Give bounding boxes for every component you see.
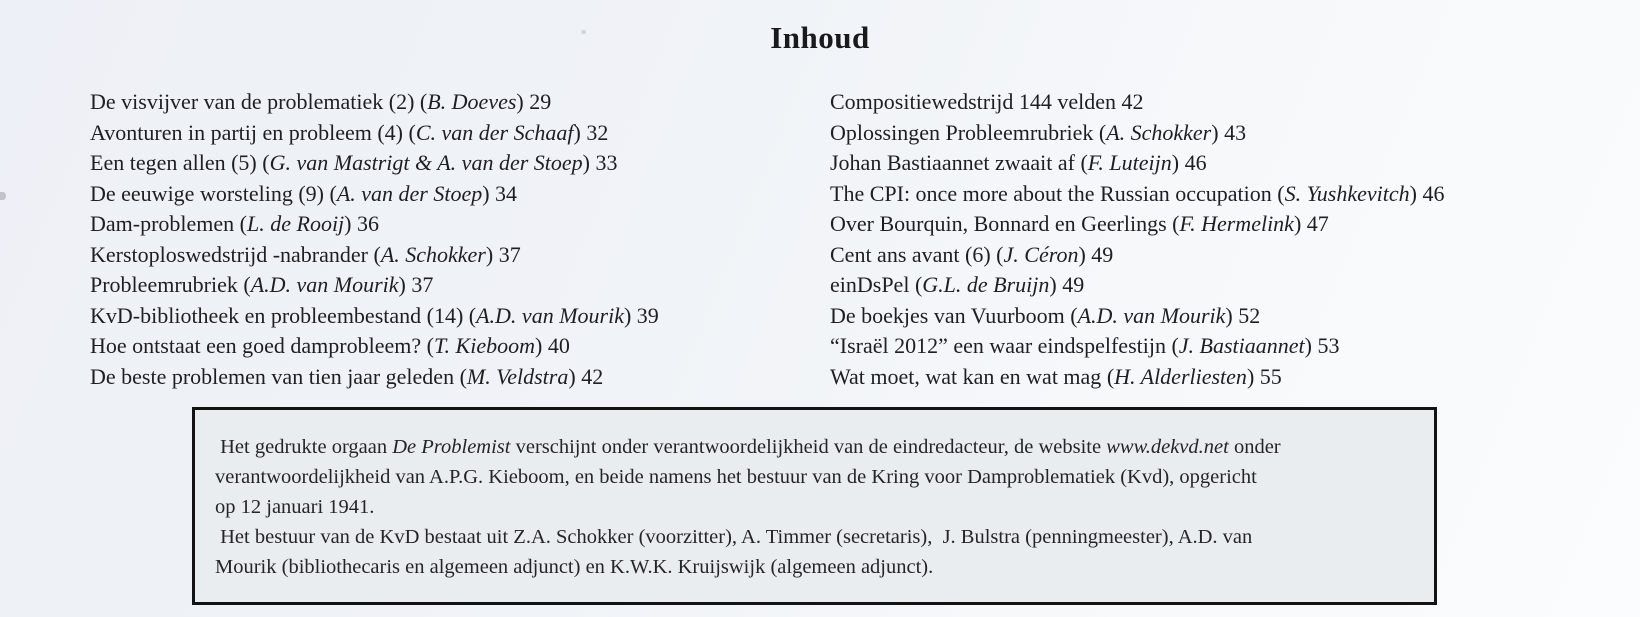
toc-entry-title: De eeuwige worsteling (9) <box>90 180 324 206</box>
notice-text-segment: op 12 januari 1941. <box>215 496 375 518</box>
toc-entry-title: De beste problemen van tien jaar geleden <box>90 363 455 389</box>
notice-line <box>215 522 1416 552</box>
notice-line <box>215 462 1416 492</box>
toc-entry-author: C. van der Schaaf <box>415 119 574 145</box>
toc-entry: Over Bourquin, Bonnard en Geerlings (F. Hermelink) 47 <box>830 211 1329 236</box>
toc-entry: Cent ans avant (6) (J. Céron) 49 <box>830 241 1114 267</box>
toc-entry-title: Hoe ontstaat een goed damprobleem? <box>90 333 422 358</box>
toc-entry-title: KvD-bibliotheek en probleembestand (14) <box>90 302 464 328</box>
toc-entry: Probleemrubriek (A.D. van Mourik) 37 <box>90 272 434 297</box>
toc-entry: De visvijver van de problematiek (2) (B. Doeves) 29 <box>90 89 552 114</box>
notice-line <box>215 492 1416 522</box>
toc-entry-title: einDsPel <box>830 272 910 297</box>
toc-entry-author: A. van der Stoep <box>336 180 483 206</box>
page-title: Inhoud <box>770 20 870 55</box>
toc-entry: Avonturen in partij en probleem (4) (C. van der Schaaf) 32 <box>90 119 609 145</box>
toc-entry-title: Probleemrubriek <box>90 272 238 297</box>
notice-italic-segment: www.dekvd.net <box>1106 436 1229 458</box>
toc-entry: “Israël 2012” een waar eindspelfestijn (J. Bastiaannet) 53 <box>830 333 1340 358</box>
toc-entry: Dam-problemen (L. de Rooij) 36 <box>90 211 379 236</box>
toc-entry-title: Cent ans avant (6) <box>830 241 991 267</box>
toc-entry-title: Compositiewedstrijd 144 velden <box>830 89 1116 114</box>
toc-entry-author: G. van Mastrigt & A. van der Stoep <box>269 150 583 175</box>
toc-entry-page-number: 52 <box>1238 302 1261 328</box>
toc-entry-title: De visvijver van de problematiek (2) <box>90 89 415 114</box>
toc-entry: Kerstoploswedstrijd -nabrander (A. Schokker) 37 <box>90 241 521 267</box>
toc-entry-page-number: 36 <box>357 211 379 236</box>
toc-entry-page-number: 55 <box>1259 363 1282 389</box>
toc-entry-author: M. Veldstra <box>466 363 569 389</box>
toc-entry-page-number: 46 <box>1184 150 1207 175</box>
toc-entry: KvD-bibliotheek en probleembestand (14) (A.D. van Mourik) 39 <box>90 302 659 328</box>
toc-entry-page-number: 34 <box>495 180 518 206</box>
toc-entry-author: A.D. van Mourik <box>1077 302 1226 328</box>
toc-entry-page-number: 49 <box>1062 272 1085 297</box>
toc-entry-page-number: 37 <box>498 241 521 267</box>
toc-entry-author: B. Doeves <box>427 89 517 114</box>
toc-entry-page-number: 37 <box>411 272 434 297</box>
scan-edge-smudge <box>0 192 6 200</box>
toc-entry-page-number: 47 <box>1306 211 1329 236</box>
toc-column-right <box>830 87 1444 392</box>
notice-italic-segment: De Problemist <box>392 436 511 458</box>
toc-entry-author: J. Céron <box>1003 241 1079 267</box>
toc-entry-page-number: 42 <box>1121 89 1144 114</box>
toc-entry: De boekjes van Vuurboom (A.D. van Mourik) 52 <box>830 302 1261 328</box>
toc-entry-title: Johan Bastiaannet zwaait af <box>830 150 1075 175</box>
toc-entry-page-number: 33 <box>595 150 618 175</box>
toc-entry-author: A. Schokker <box>380 241 486 267</box>
toc-entry-title: Wat moet, wat kan en wat mag <box>830 363 1102 389</box>
notice-box <box>192 407 1437 605</box>
notice-text-segment: Mourik (bibliothecaris en algemeen adjunct) en K.W.K. Kruijswijk (algemeen adjunct). <box>215 556 934 578</box>
toc-entry-page-number: 49 <box>1091 241 1114 267</box>
toc-entry-author: A.D. van Mourik <box>476 302 624 328</box>
toc-entry-title: Een tegen allen (5) <box>90 150 257 175</box>
toc-entry <box>830 87 1444 118</box>
toc-entry-page-number: 43 <box>1224 119 1247 145</box>
notice-text-segment: Het bestuur van de KvD bestaat uit Z.A. Schokker (voorzitter), A. Timmer (secretaris), J. Bulstra (penningmeester), A.D. van <box>215 526 1253 548</box>
toc-entry-title: Kerstoploswedstrijd -nabrander <box>90 241 368 267</box>
toc-entry-title: “Israël 2012” een waar eindspelfestijn <box>830 333 1166 358</box>
toc-entry-title: The CPI: once more about the Russian occupation <box>830 180 1272 206</box>
toc-entry: Een tegen allen (5) (G. van Mastrigt & A. van der Stoep) 33 <box>90 150 618 175</box>
toc-entry: Hoe ontstaat een goed damprobleem? (T. Kieboom) 40 <box>90 333 570 358</box>
notice-text-segment: verschijnt onder verantwoordelijkheid van de eindredacteur, de website <box>510 436 1107 458</box>
toc-entry-title: Over Bourquin, Bonnard en Geerlings <box>830 211 1167 236</box>
notice-text-segment: Het gedrukte orgaan <box>215 436 393 458</box>
toc-entry-author: H. Alderliesten <box>1114 363 1247 389</box>
paper-speck <box>581 30 586 34</box>
toc-entry-page-number: 40 <box>547 333 570 358</box>
toc-entry-author: S. Yushkevitch <box>1284 180 1410 206</box>
toc-entry-author: J. Bastiaannet <box>1178 333 1305 358</box>
toc-entry-title: Avonturen in partij en probleem (4) <box>90 119 403 145</box>
toc-entry: De beste problemen van tien jaar geleden (M. Veldstra) 42 <box>90 363 604 389</box>
toc-entry-page-number: 53 <box>1317 333 1340 358</box>
toc-entry: De eeuwige worsteling (9) (A. van der Stoep) 34 <box>90 180 518 206</box>
toc-entry: einDsPel (G.L. de Bruijn) 49 <box>830 272 1085 297</box>
toc-entry: Wat moet, wat kan en wat mag (H. Alderliesten) 55 <box>830 363 1282 389</box>
toc-entry-author: A. Schokker <box>1106 119 1212 145</box>
notice-text-segment: onder <box>1228 436 1281 458</box>
toc-entry-author: F. Luteijn <box>1087 150 1172 175</box>
toc-entry-page-number: 32 <box>586 119 609 145</box>
toc-entry-page-number: 39 <box>636 302 659 328</box>
toc-entry-title: De boekjes van Vuurboom <box>830 302 1065 328</box>
toc-entry-author: L. de Rooij <box>247 211 345 236</box>
toc-entry: Johan Bastiaannet zwaait af (F. Luteijn) 46 <box>830 150 1207 175</box>
toc-entry-page-number: 42 <box>581 363 604 389</box>
notice-line <box>215 552 1416 582</box>
toc-entry-page-number: 46 <box>1422 180 1445 206</box>
toc-column-left <box>90 87 659 392</box>
toc-entry: The CPI: once more about the Russian occupation (S. Yushkevitch) 46 <box>830 180 1445 206</box>
toc-entry-author: T. Kieboom <box>433 333 535 358</box>
toc-entry-author: F. Hermelink <box>1179 211 1294 236</box>
notice-line <box>215 432 1416 462</box>
notice-text-segment: verantwoordelijkheid van A.P.G. Kieboom, en beide namens het bestuur van de Kring voor Damproblematiek (Kvd), opgericht <box>215 466 1257 488</box>
toc-entry-title: Oplossingen Probleemrubriek <box>830 119 1094 145</box>
toc-entry: Oplossingen Probleemrubriek (A. Schokker) 43 <box>830 119 1247 145</box>
toc-entry-author: A.D. van Mourik <box>250 272 399 297</box>
toc-entry-page-number: 29 <box>529 89 552 114</box>
toc-entry-author: G.L. de Bruijn <box>922 272 1050 297</box>
toc-entry-title: Dam-problemen <box>90 211 235 236</box>
